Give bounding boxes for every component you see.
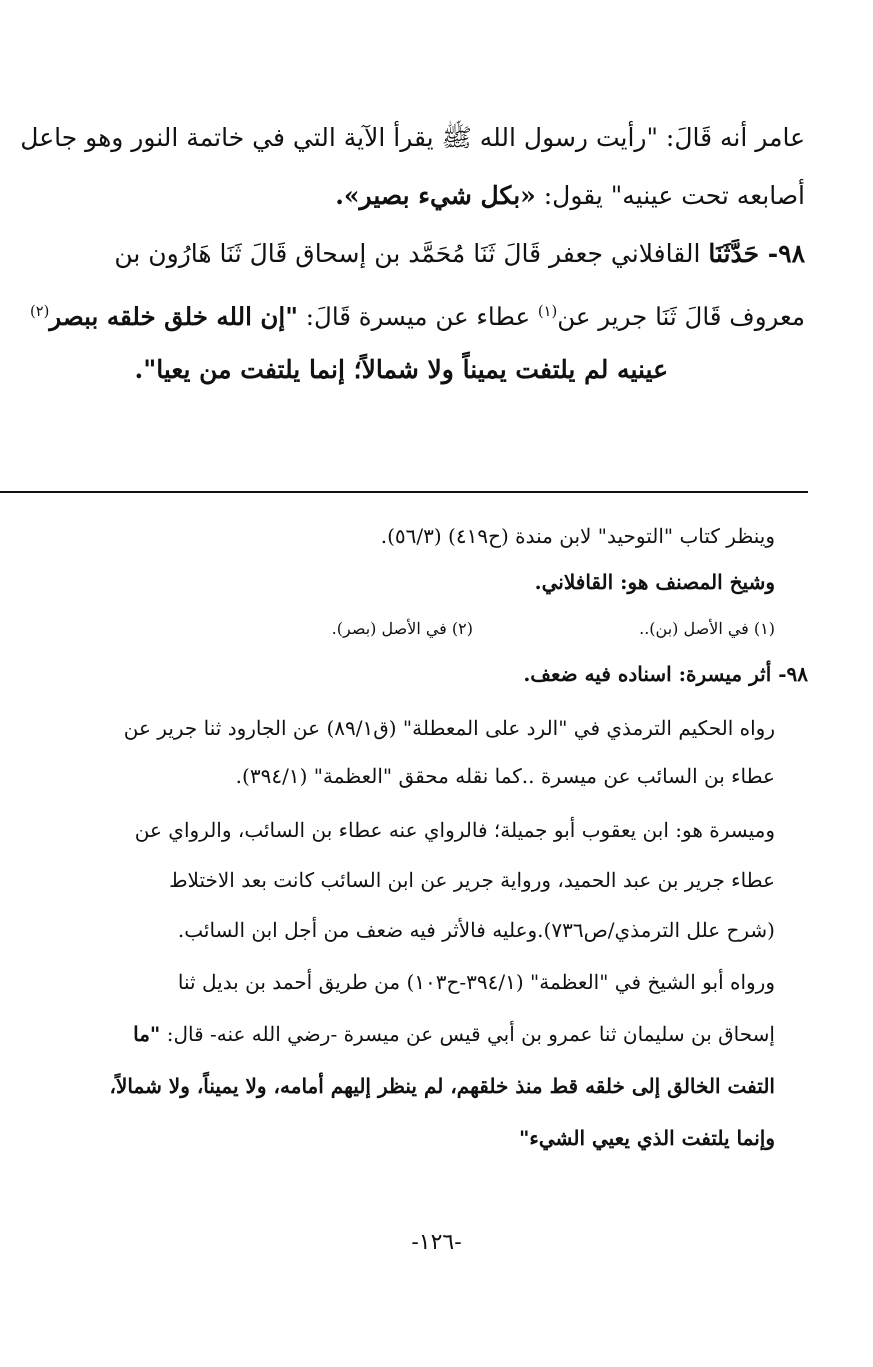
main-line-4 [20, 296, 805, 333]
footnote-line-2-text: وشيخ المصنف هو: القافلاني. [534, 570, 775, 594]
footnote-heading-98-text: ٩٨- أثر ميسرة: اسناده فيه ضعف. [523, 662, 808, 686]
footnote-ref-1: (١) [537, 303, 558, 320]
footnote-note-2-text: (٢) في الأصل (بصر). [331, 619, 473, 638]
footnote-para-line-5-text: (شرح علل الترمذي/ص٧٣٦).وعليه فالأثر فيه ضعف من أجل ابن السائب. [177, 918, 775, 942]
isnad-text: القافلاني جعفر قَالَ ثَنَا مُحَمَّد بن إسحاق قَالَ ثَنَا هَارُون بن [114, 239, 709, 268]
main-line-2 [20, 180, 805, 212]
main-line-2-text: أصابعه تحت عينيه" يقول: [535, 181, 805, 210]
footnote-para-line-8 [20, 1072, 775, 1100]
quote-open: "ما [133, 1022, 161, 1046]
footnote-para-line-1-text: رواه الحكيم الترمذي في "الرد على المعطلة" (ق٨٩/١) عن الجارود ثنا جرير عن [123, 716, 775, 740]
footnote-para-line-9 [20, 1124, 775, 1152]
footnote-para-line-8-text: التفت الخالق إلى خلقه قط منذ خلقهم، لم ينظر إليهم أمامه، ولا يميناً، ولا شمالاً، [109, 1074, 775, 1098]
main-line-1-text: عامر أنه قَالَ: "رأيت رسول الله ﷺ يقرأ الآية التي في خاتمة النور وهو جاعل [20, 123, 805, 152]
footnote-para-line-2 [20, 762, 775, 790]
footnote-separator [0, 491, 808, 493]
footnote-para-line-3 [20, 816, 775, 844]
footnote-para-line-6-text: ورواه أبو الشيخ في "العظمة" (٣٩٤/١-ح١٠٣) من طريق أحمد بن بديل ثنا [177, 970, 775, 994]
matn-start: "إن الله خلق خلقه ببصر [49, 302, 298, 332]
footnote-para-line-6 [20, 968, 775, 996]
footnote-para-line-4 [20, 866, 775, 894]
page-number: -١٢٦- [411, 1230, 462, 1255]
main-line-5 [20, 354, 668, 386]
main-line-4-text: معروف قَالَ ثَنَا جرير عن [557, 302, 805, 332]
main-line-3 [20, 238, 805, 270]
footnote-line-2 [20, 568, 775, 596]
footnote-para-line-3-text: وميسرة هو: ابن يعقوب أبو جميلة؛ فالرواي عنه عطاء بن السائب، والرواي عن [134, 818, 775, 842]
footnote-para-line-7-text: إسحاق بن سليمان ثنا عمرو بن أبي قيس عن ميسرة -رضي الله عنه- قال: [160, 1022, 775, 1046]
footnote-note-2 [20, 618, 473, 640]
footnote-ref-2: (٢) [29, 303, 50, 320]
footnote-line-1-text: وينظر كتاب "التوحيد" لابن مندة (ح٤١٩) (٥٦/٣). [380, 524, 775, 548]
quran-quote: «بكل شيء بصير». [335, 181, 536, 210]
footnote-para-line-7 [20, 1020, 775, 1048]
footnote-para-line-4-text: عطاء جرير بن عبد الحميد، ورواية جرير عن ابن السائب كانت بعد الاختلاط [169, 868, 775, 892]
main-line-4-text-b: عطاء عن ميسرة قَالَ: [298, 302, 538, 332]
footnote-line-1 [20, 522, 775, 550]
hadith-number-98: ٩٨- حَدَّثَنَا [708, 239, 805, 268]
footnote-para-line-5 [20, 916, 775, 944]
footnote-para-line-1 [20, 714, 775, 742]
main-line-1 [20, 122, 805, 154]
footnote-note-1-text: (١) في الأصل (بن).. [639, 619, 775, 638]
footnote-heading-98 [20, 660, 808, 688]
matn-end: عينيه لم يلتفت يميناً ولا شمالاً؛ إنما يلتفت من يعيا". [134, 355, 668, 384]
footnote-para-line-9-text: وإنما يلتفت الذي يعيي الشيء" [519, 1126, 775, 1150]
footnote-para-line-2-text: عطاء بن السائب عن ميسرة ..كما نقله محقق "العظمة" (٣٩٤/١). [235, 764, 775, 788]
